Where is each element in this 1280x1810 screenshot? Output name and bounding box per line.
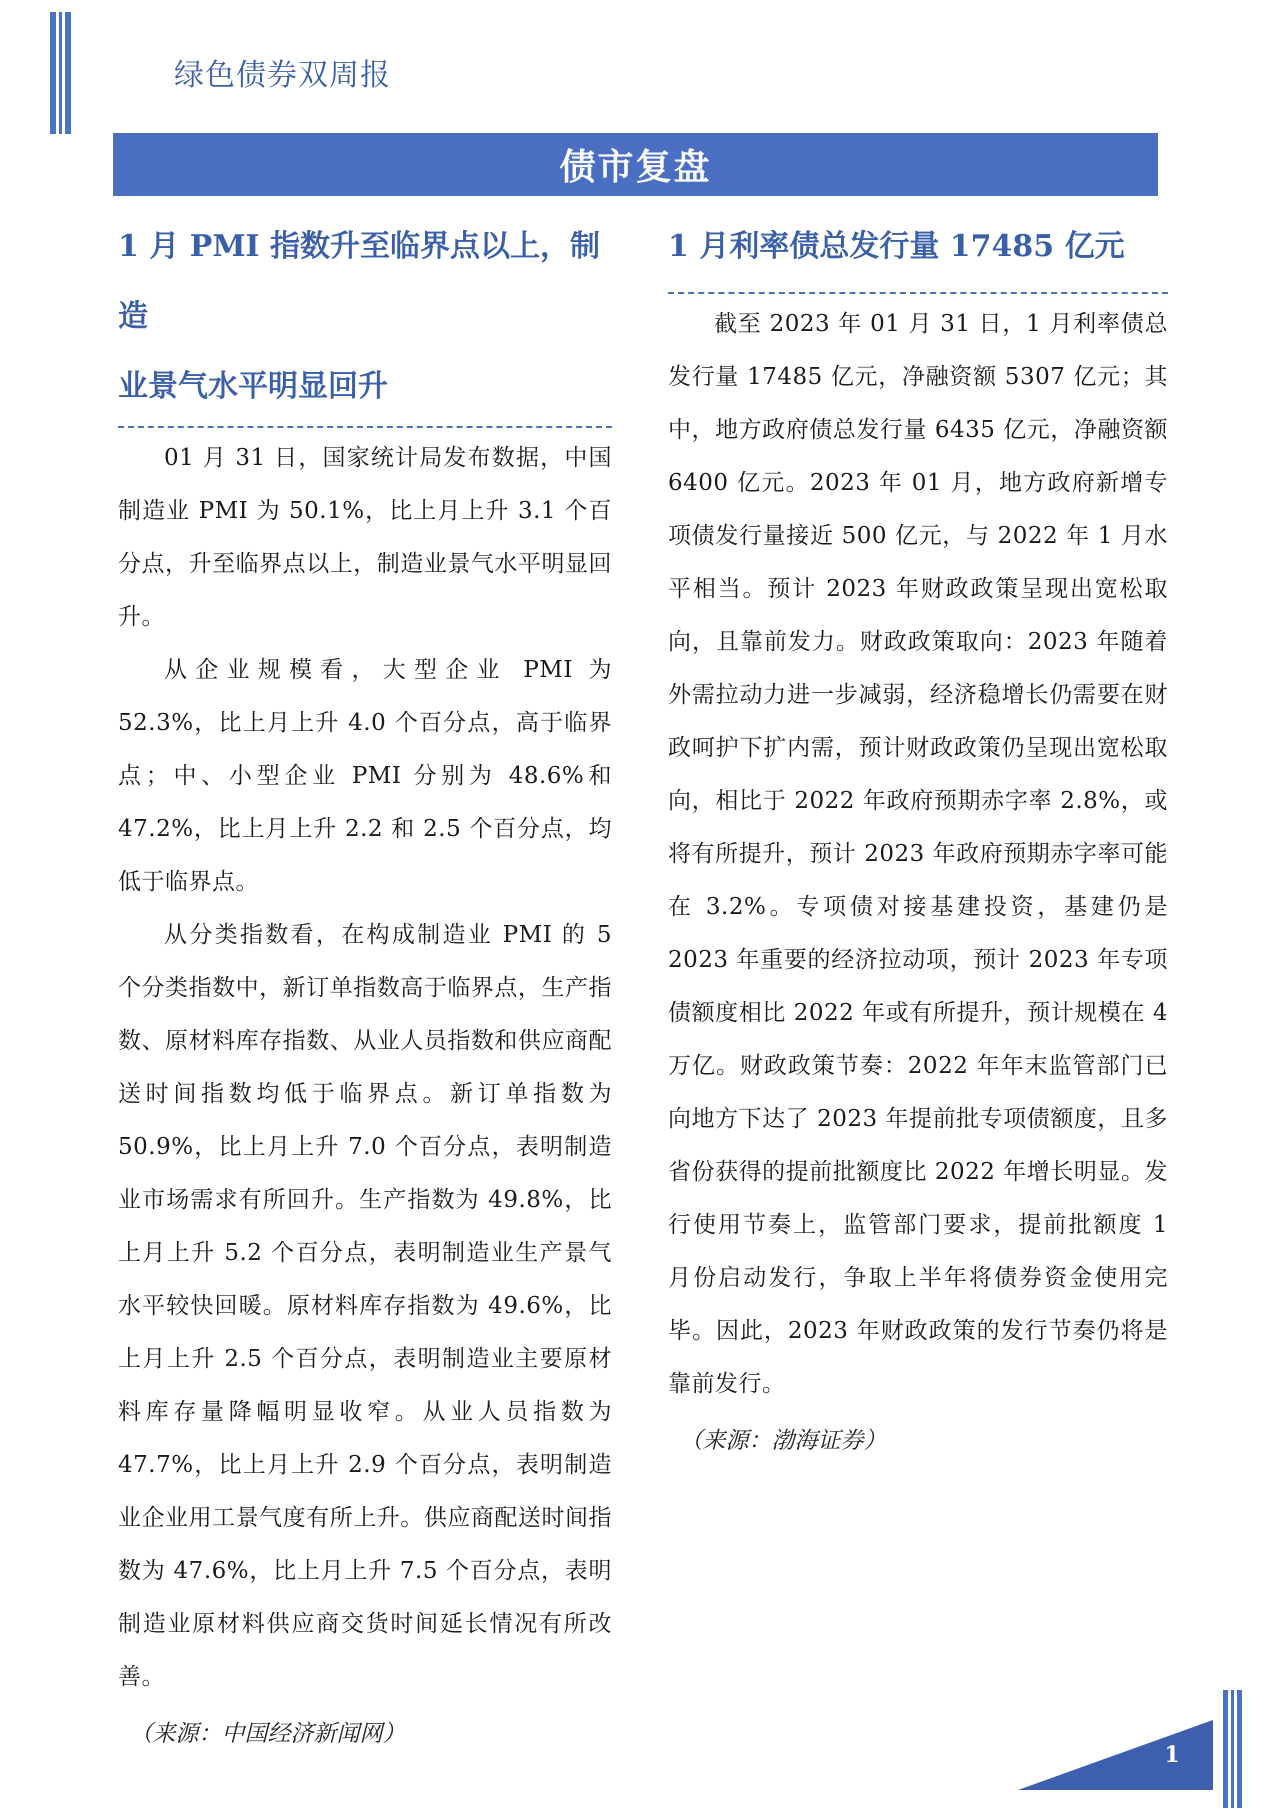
- left-paragraph-1: 01 月 31 日，国家统计局发布数据，中国制造业 PMI 为 50.1%，比上月上升 3.1 个百分点，升至临界点以上，制造业景气水平明显回升。: [118, 445, 612, 630]
- right-article-heading: 1 月利率债总发行量 17485 亿元: [668, 229, 1125, 264]
- left-article-heading-line1: 1 月 PMI 指数升至临界点以上，制造: [118, 229, 601, 334]
- page-number: 1: [1164, 1742, 1180, 1768]
- left-paragraph-2: 从企业规模看，大型企业 PMI 为 52.3%，比上月上升 4.0 个百分点，高于临界点；中、小型企业 PMI 分别为 48.6%和 47.2%，比上月上升 2.2 和 2.5 个百分点，均低于临界点。: [118, 657, 612, 895]
- doc-title: 绿色债券双周报: [174, 58, 391, 93]
- right-heading-divider: [668, 292, 1168, 294]
- decorative-bars-bottom: [1223, 1690, 1245, 1808]
- section-banner: 债市复盘: [113, 133, 1158, 196]
- left-article-source: （来源：中国经济新闻网）: [129, 1721, 406, 1747]
- left-article-heading-line2: 业景气水平明显回升: [118, 369, 388, 404]
- decorative-bars-top: [50, 12, 74, 134]
- right-article-source: （来源：渤海证券）: [679, 1428, 887, 1454]
- left-paragraph-3: 从分类指数看，在构成制造业 PMI 的 5 个分类指数中，新订单指数高于临界点，生产指数、原材料库存指数、从业人员指数和供应商配送时间指数均低于临界点。新订单指数为 50.9%，比上月上升 7.0 个百分点，表明制造业市场需求有所回升。生产指数为 49.8%，比上月上升 5.2 个百分点，表明制造业生产景气水平较快回暖。原材料库存指数为 49.6%，比上月上升 2.5 个百分点，表明制造业主要原材料库存量降幅明显收窄。从业人员指数为 47.7%，比上月上升 2.9 个百分点，表明制造业企业用工景气度有所上升。供应商配送时间指数为 47.6%，比上月上升 7.5 个百分点，表明制造业原材料供应商交货时间延长情况有所改善。: [118, 922, 612, 1690]
- left-heading-divider: [118, 426, 612, 428]
- right-article: [668, 212, 1168, 1468]
- right-paragraph-1: 截至 2023 年 01 月 31 日，1 月利率债总发行量 17485 亿元，净融资额 5307 亿元；其中，地方政府债总发行量 6435 亿元，净融资额 6400 亿元。2023 年 01 月，地方政府新增专项债发行量接近 500 亿元，与 2022 年 1 月水平相当。预计 2023 年财政政策呈现出宽松取向，且靠前发力。财政政策取向：2023 年随着外需拉动力进一步减弱，经济稳增长仍需要在财政呵护下扩内需，预计财政政策仍呈现出宽松取向，相比于 2022 年政府预期赤字率 2.8%，或将有所提升，预计 2023 年政府预期赤字率可能在 3.2%。专项债对接基建投资，基建仍是 2023 年重要的经济拉动项，预计 2023 年专项债额度相比 2022 年或有所提升，预计规模在 4 万亿。财政政策节奏：2022 年年末监管部门已向地方下达了 2023 年提前批专项债额度，且多省份获得的提前批额度比 2022 年增长明显。发行使用节奏上，监管部门要求，提前批额度 1 月份启动发行，争取上半年将债券资金使用完毕。因此，2023 年财政政策的发行节奏仍将是靠前发行。: [668, 311, 1168, 1397]
- left-article: [118, 212, 612, 1761]
